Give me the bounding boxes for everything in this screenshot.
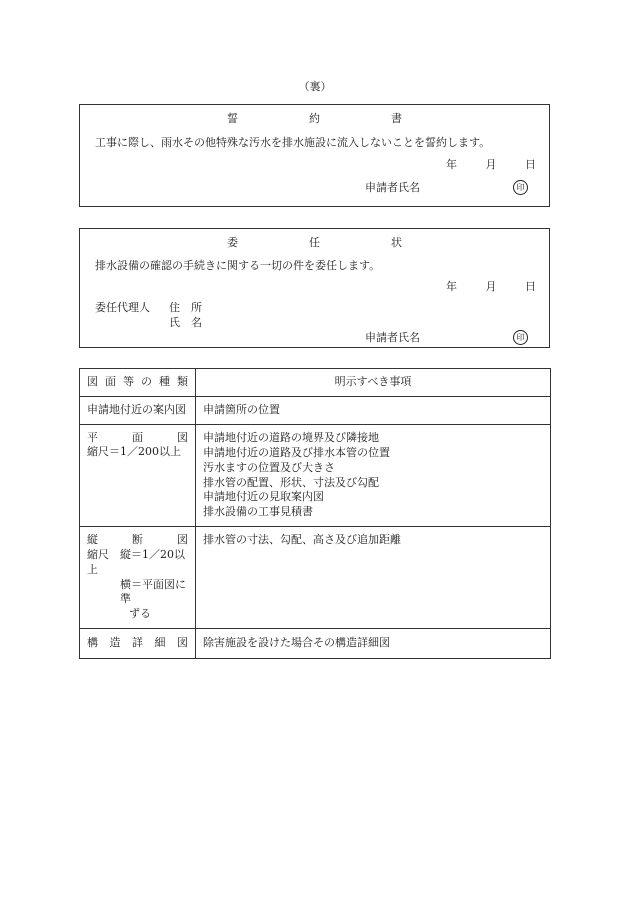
pledge-box xyxy=(79,104,550,207)
table-header-drawing-type: 図 面 等 の 種 類 xyxy=(80,369,196,397)
page-header: （裏） xyxy=(298,80,332,93)
row-guide-map-type: 申請地付近の案内図 xyxy=(80,397,196,425)
table-row xyxy=(80,527,551,629)
row-section-view-type: 縦 断 図 縮尺 縦＝1／20以上 横＝平面図に準 ずる xyxy=(80,527,196,629)
table-row xyxy=(80,629,551,659)
proxy-agent-label: 委任代理人 xyxy=(95,301,150,314)
pledge-date: 年 月 日 xyxy=(446,158,536,171)
row-plan-view-type: 平 面 図 縮尺＝1／200以上 xyxy=(80,425,196,527)
pledge-applicant-label: 申請者氏名 xyxy=(365,181,420,194)
pledge-seal-icon: 印 xyxy=(513,180,528,195)
row-detail-view-type: 構 造 詳 細 図 xyxy=(80,629,196,659)
proxy-box xyxy=(79,228,550,348)
proxy-applicant-label: 申請者氏名 xyxy=(365,331,420,344)
table-header-items: 明示すべき事項 xyxy=(196,369,551,397)
proxy-body: 排水設備の確認の手続きに関する一切の件を委任します。 xyxy=(95,259,381,272)
row-guide-map-items: 申請箇所の位置 xyxy=(196,397,551,425)
pledge-title: 誓 約 書 xyxy=(227,112,402,125)
row-plan-view-items: 申請地付近の道路の境界及び隣接地 申請地付近の道路及び排水本管の位置 汚水ますの位置及び大きさ 排水管の配置、形状、寸法及び勾配 申請地付近の見取案内図 排水設備の工事見積書 xyxy=(196,425,551,527)
table-row xyxy=(80,425,551,527)
row-section-view-items: 排水管の寸法、勾配、高さ及び追加距離 xyxy=(196,527,551,629)
proxy-name-label: 氏 名 xyxy=(169,316,202,329)
row-detail-view-items: 除害施設を設けた場合その構造詳細図 xyxy=(196,629,551,659)
table-header-row xyxy=(80,369,551,397)
proxy-seal-icon: 印 xyxy=(513,330,528,345)
proxy-date: 年 月 日 xyxy=(446,280,536,293)
pledge-body: 工事に際し、雨水その他特殊な汚水を排水施設に流入しないことを誓約します。 xyxy=(95,136,491,149)
drawing-spec-table xyxy=(79,368,551,659)
proxy-title: 委 任 状 xyxy=(227,236,402,249)
table-row xyxy=(80,397,551,425)
proxy-address-label: 住 所 xyxy=(169,301,202,314)
